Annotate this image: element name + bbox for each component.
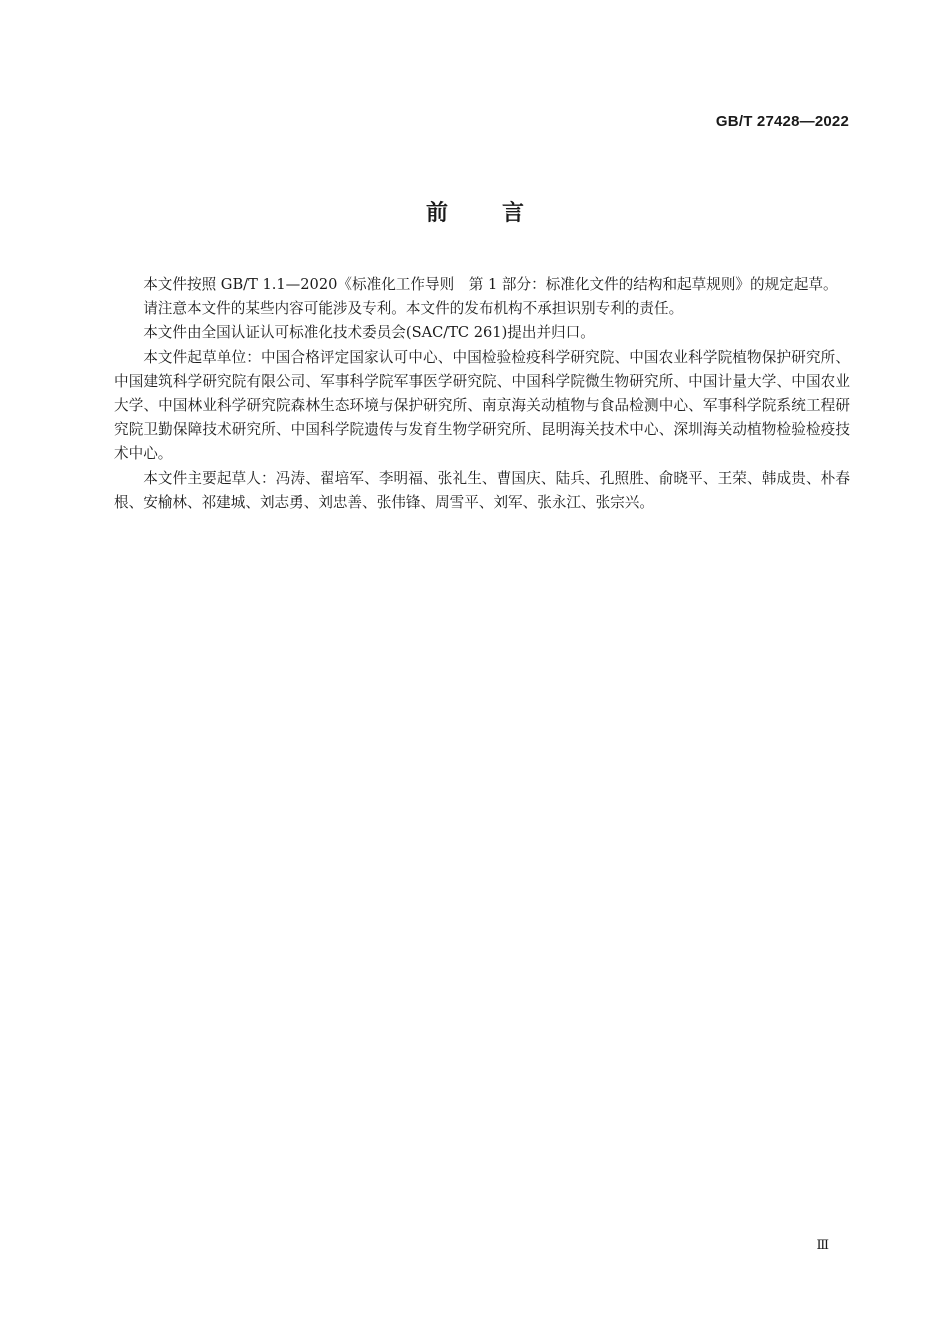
paragraph-drafting-rules: 本文件按照 GB/T 1.1—2020《标准化工作导则 第 1 部分：标准化文件的结构和起草规则》的规定起草。 <box>143 276 838 293</box>
document-number: GB/T 27428—2022 <box>715 113 849 130</box>
section-title: 前言 <box>425 201 578 226</box>
paragraph-drafting-units: 本文件起草单位：中国合格评定国家认可中心、中国检验检疫科学研究院、中国农业科学院植物保护研究所、中国建筑科学研究院有限公司、军事科学院军事医学研究院、中国科学院微生物研究所、中国计量大学、中国农业大学、中国林业科学研究院森林生态环境与保护研究所、南京海关动植物与食品检测中心、军事科学院系统工程研究院卫勤保障技术研究所、中国科学院遗传与发育生物学研究所、昆明海关技术中心、深圳海关动植物检验检疫技术中心。 <box>114 348 850 463</box>
paragraph-proposer: 本文件由全国认证认可标准化技术委员会(SAC/TC 261)提出并归口。 <box>143 324 595 342</box>
paragraph-drafters: 本文件主要起草人：冯涛、翟培军、李明福、张礼生、曹国庆、陆兵、孔照胜、俞晓平、王荣、韩成贵、朴春根、安榆林、祁建城、刘志勇、刘忠善、张伟锋、周雪平、刘军、张永江、张宗兴。 <box>114 469 850 511</box>
paragraph-patent-notice: 请注意本文件的某些内容可能涉及专利。本文件的发布机构不承担识别专利的责任。 <box>143 300 684 318</box>
page-number: Ⅲ <box>816 1238 829 1253</box>
foreword-body <box>114 273 850 515</box>
